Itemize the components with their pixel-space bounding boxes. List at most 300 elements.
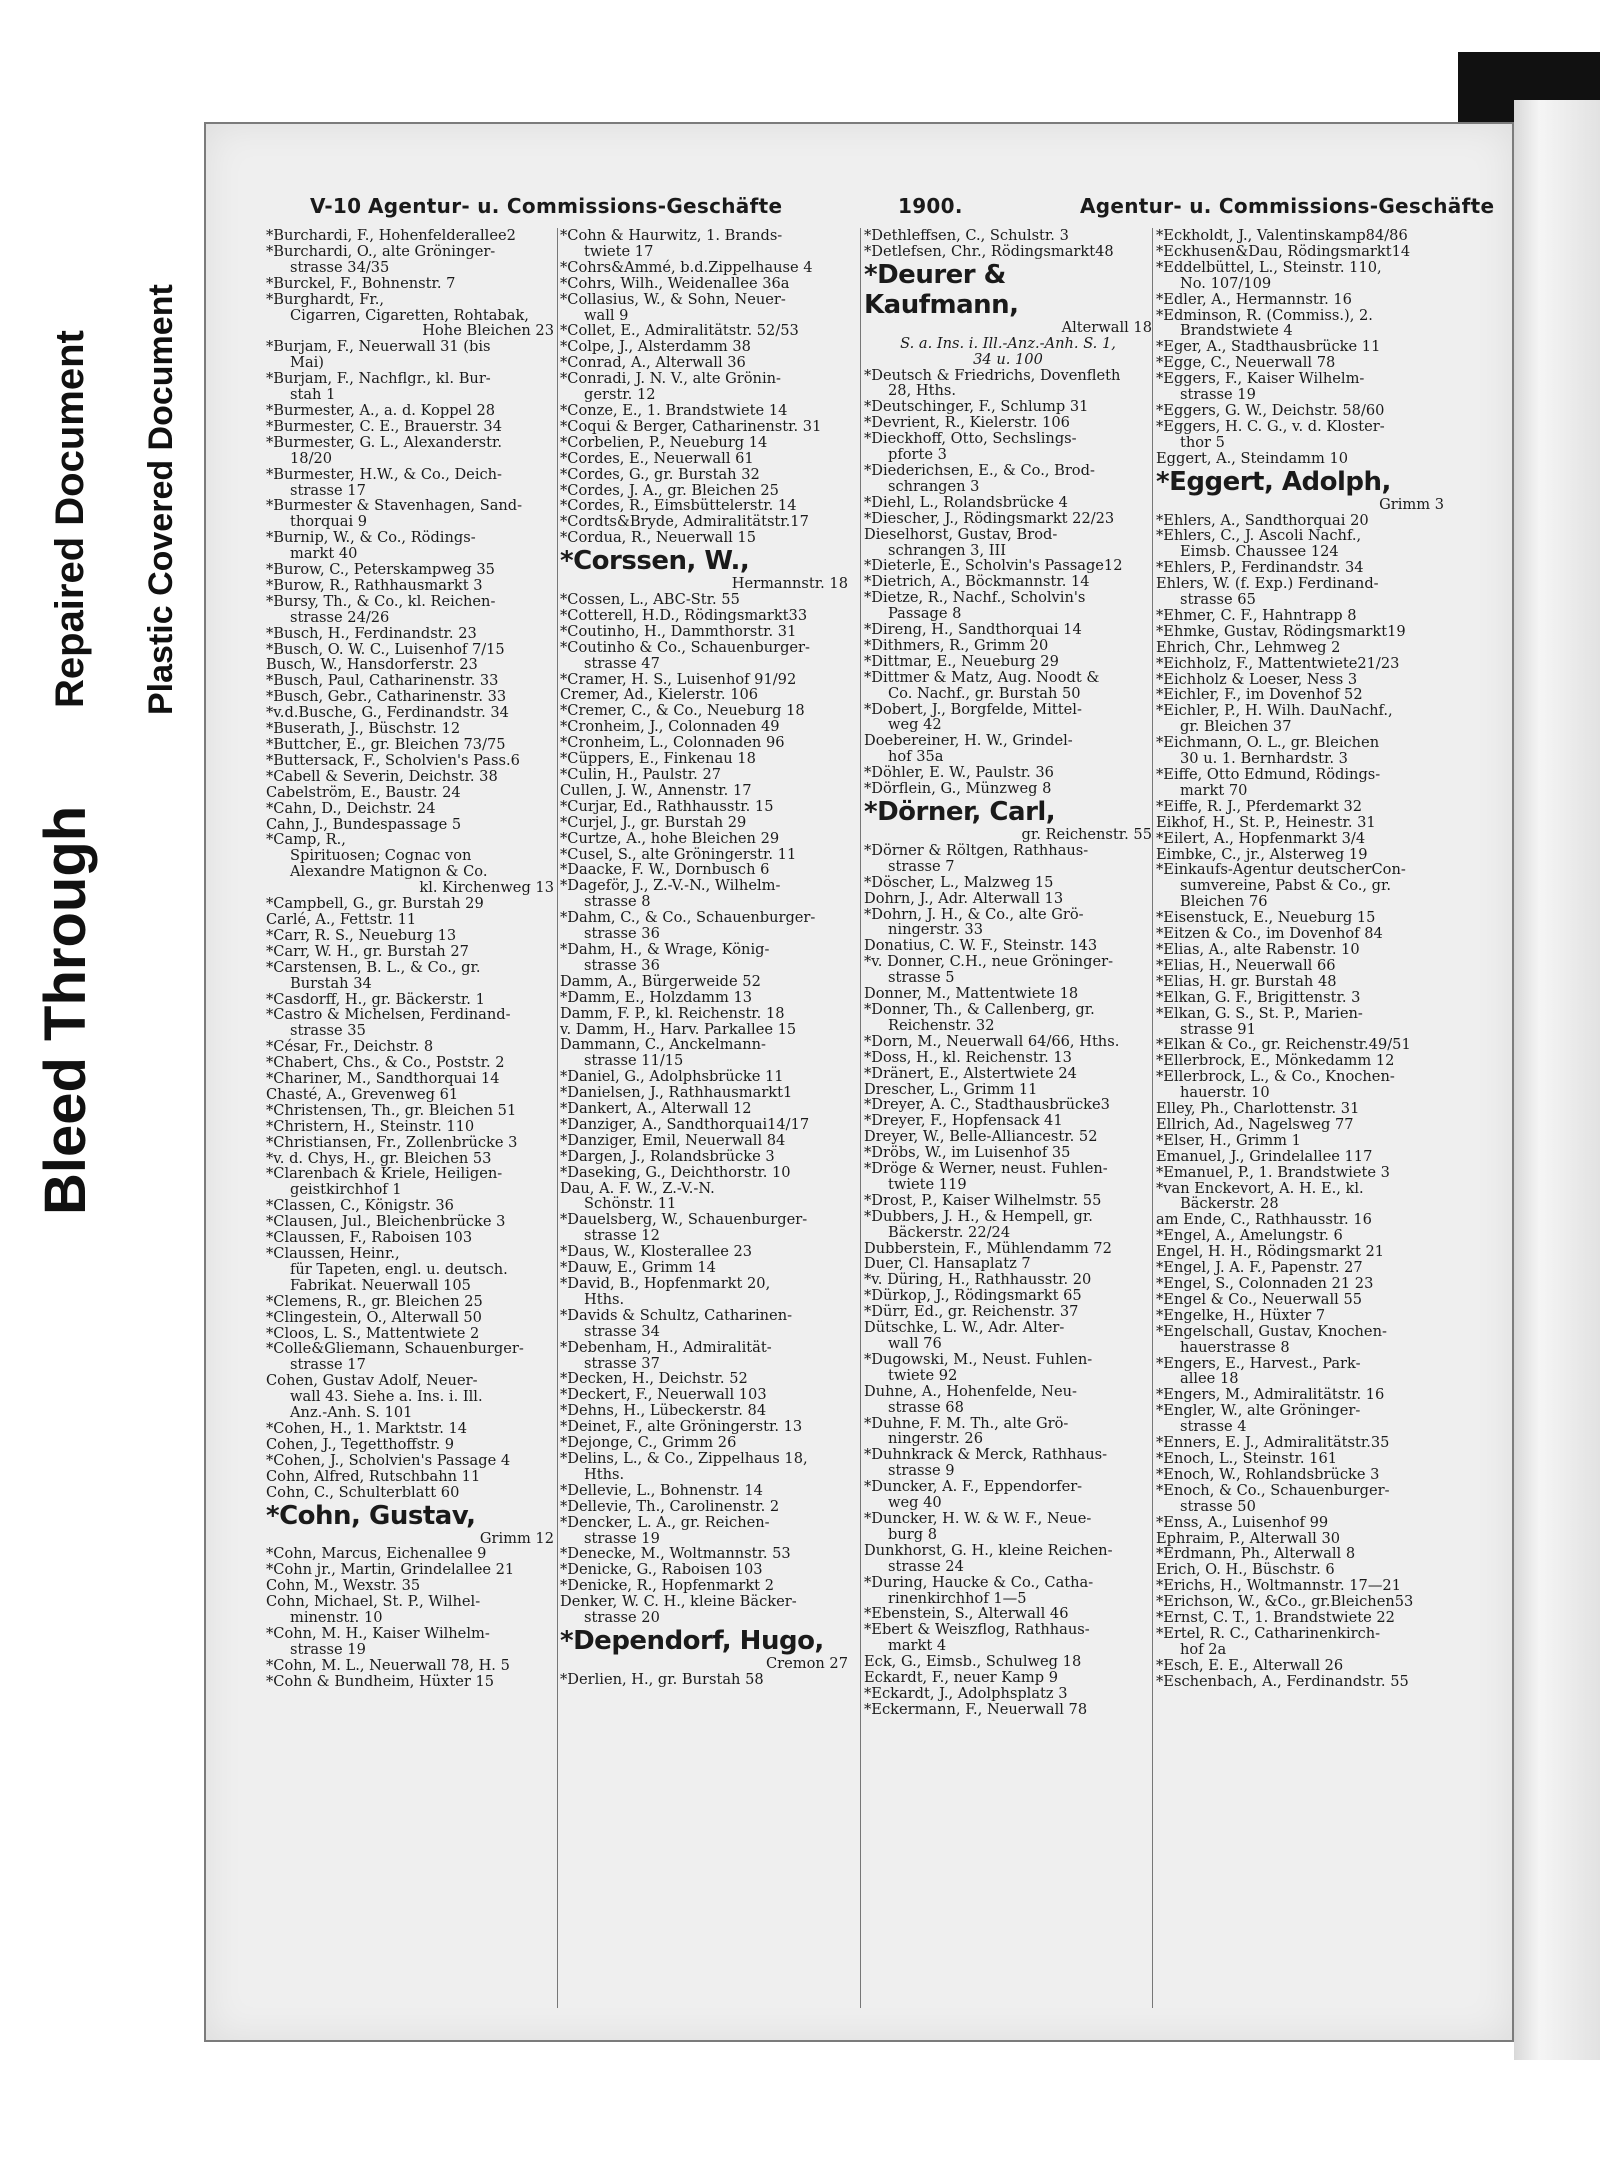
directory-entry: Doebereiner, H. W., Grindel- <box>864 732 1073 750</box>
repaired-document-label: Repaired Document <box>48 330 92 708</box>
directory-entry: *Cramer, H. S., Luisenhof 91/92 <box>560 670 797 688</box>
directory-entry: *Busch, Gebr., Catharinenstr. 33 <box>266 688 507 706</box>
directory-entry: *Eckhusen&Dau, Rödingsmarkt14 <box>1156 242 1411 260</box>
directory-entry: *Döhler, E. W., Paulstr. 36 <box>864 764 1054 782</box>
directory-entry: *Chariner, M., Sandthorquai 14 <box>266 1070 500 1088</box>
directory-entry: *Deutschinger, F., Schlump 31 <box>864 398 1089 416</box>
directory-entry: *Elias, A., alte Rabenstr. 10 <box>1156 940 1360 958</box>
directory-entry: Alexandre Matignon & Co. <box>290 863 488 881</box>
directory-entry: Cohn, M., Wexstr. 35 <box>266 1577 421 1595</box>
directory-entry: Dunkhorst, G. H., kleine Reichen- <box>864 1541 1113 1559</box>
directory-entry: *Ehlers, P., Ferdinandstr. 34 <box>1156 559 1364 577</box>
directory-entry: Duer, Cl. Hansaplatz 7 <box>864 1255 1031 1273</box>
directory-entry: *Damm, E., Holzdamm 13 <box>560 988 753 1006</box>
directory-entry: *Debenham, H., Admiralität- <box>560 1338 772 1356</box>
directory-entry: Eikhof, H., St. P., Heinestr. 31 <box>1156 813 1376 831</box>
directory-entry: *Enoch, W., Rohlandsbrücke 3 <box>1156 1465 1380 1483</box>
directory-entry: *Diederichsen, E., & Co., Brod- <box>864 461 1095 479</box>
directory-entry: *Burmester, C. E., Brauerstr. 34 <box>266 417 502 435</box>
directory-entry: *During, Haucke & Co., Catha- <box>864 1573 1094 1591</box>
directory-entry: *Cohen, H., 1. Marktstr. 14 <box>266 1419 468 1437</box>
directory-entry: *Dethleffsen, C., Schulstr. 3 <box>864 227 1069 244</box>
directory-entry: *Elkan & Co., gr. Reichenstr.49/51 <box>1156 1036 1411 1054</box>
directory-entry: *Doss, H., kl. Reichenstr. 13 <box>864 1048 1072 1066</box>
directory-entry: Emanuel, J., Grindelallee 117 <box>1156 1147 1373 1165</box>
directory-entry: *Cohn & Bundheim, Hüxter 15 <box>266 1672 495 1690</box>
header-right-title: Agentur- u. Commissions-Geschäfte <box>1080 194 1495 218</box>
listing-column-3 <box>864 228 1152 1718</box>
directory-entry: *Dränert, E., Alstertwiete 24 <box>864 1064 1077 1082</box>
directory-entry: *Cohn jr., Martin, Grindelallee 21 <box>266 1561 515 1579</box>
directory-entry: strasse 8 <box>584 893 651 911</box>
directory-entry: *Dauw, E., Grimm 14 <box>560 1259 716 1277</box>
directory-entry: 30 u. 1. Bernhardstr. 3 <box>1180 750 1348 768</box>
directory-entry: *Classen, C., Königstr. 36 <box>266 1197 454 1215</box>
directory-entry: Bäckerstr. 28 <box>1180 1195 1279 1213</box>
directory-entry: *Elkan, G. F., Brigittenstr. 3 <box>1156 988 1361 1006</box>
directory-entry: kl. Kirchenweg 13 <box>419 879 554 897</box>
directory-entry: *Eggers, G. W., Deichstr. 58/60 <box>1156 401 1385 419</box>
directory-entry: *Carr, R. S., Neueburg 13 <box>266 926 457 944</box>
directory-entry: *Dobert, J., Borgfelde, Mittel- <box>864 700 1082 718</box>
directory-entry: *Davids & Schultz, Catharinen- <box>560 1306 793 1324</box>
directory-entry: *Cahn, D., Deichstr. 24 <box>266 799 436 817</box>
directory-entry: strasse 50 <box>1180 1497 1256 1515</box>
directory-entry: *Curjar, Ed., Rathhausstr. 15 <box>560 797 774 815</box>
directory-entry: Cremon 27 <box>765 1654 848 1672</box>
directory-entry: *Cordts&Bryde, Admiralitätstr.17 <box>560 513 809 531</box>
directory-entry: Donner, M., Mattentwiete 18 <box>864 985 1079 1003</box>
directory-entry: *Engel, J. A. F., Papenstr. 27 <box>1156 1259 1363 1277</box>
directory-entry: schrangen 3 <box>888 477 980 495</box>
directory-entry: *Eichholz, F., Mattentwiete21/23 <box>1156 654 1400 672</box>
directory-entry: Denker, W. C. H., kleine Bäcker- <box>560 1593 797 1611</box>
directory-entry: strasse 9 <box>888 1462 955 1480</box>
directory-entry: *Einkaufs-Agentur deutscherCon- <box>1156 861 1406 879</box>
directory-entry: *Elias, H. gr. Burstah 48 <box>1156 972 1337 990</box>
directory-entry: thorquai 9 <box>290 513 368 531</box>
directory-entry: *Engers, M., Admiralitätstr. 16 <box>1156 1386 1385 1404</box>
directory-entry: hof 2a <box>1180 1640 1227 1658</box>
directory-entry: No. 107/109 <box>1180 274 1272 292</box>
directory-entry: *Erichs, H., Woltmannstr. 17—21 <box>1156 1577 1401 1595</box>
directory-entry: Eckardt, F., neuer Kamp 9 <box>864 1669 1058 1687</box>
directory-entry: *Burmester, A., a. d. Koppel 28 <box>266 401 496 419</box>
directory-entry: *Dauelsberg, W., Schauenburger- <box>560 1211 808 1229</box>
directory-entry: *Chabert, Chs., & Co., Poststr. 2 <box>266 1054 505 1072</box>
directory-entry: *Camp, R., <box>266 831 346 849</box>
directory-entry: *Eiffe, R. J., Pferdemarkt 32 <box>1156 797 1363 815</box>
directory-entry: Grimm 3 <box>1379 495 1444 513</box>
listing-column-4 <box>1156 228 1444 1690</box>
directory-entry: *Dittmar, E., Neueburg 29 <box>864 652 1059 670</box>
directory-entry: am Ende, C., Rathhausstr. 16 <box>1156 1211 1372 1229</box>
directory-entry: sumvereine, Pabst & Co., gr. <box>1180 877 1391 895</box>
directory-entry: *Eggers, H. C. G., v. d. Kloster- <box>1156 417 1385 435</box>
directory-entry: *Emanuel, P., 1. Brandstwiete 3 <box>1156 1163 1390 1181</box>
directory-entry: Dohrn, J., Adr. Alterwall 13 <box>864 889 1064 907</box>
directory-entry: *Cohen, J., Scholvien's Passage 4 <box>266 1451 511 1469</box>
directory-entry: *Cüppers, E., Finkenau 18 <box>560 750 756 768</box>
directory-entry: *Clemens, R., gr. Bleichen 25 <box>266 1292 483 1310</box>
directory-entry: strasse 17 <box>290 481 366 499</box>
directory-entry: *Cohn, M. L., Neuerwall 78, H. 5 <box>266 1656 510 1674</box>
directory-entry: *Enss, A., Luisenhof 99 <box>1156 1513 1329 1531</box>
directory-entry: *Eichholz & Loeser, Ness 3 <box>1156 670 1358 688</box>
directory-entry: gr. Reichenstr. 55 <box>1021 826 1152 843</box>
directory-entry: Cullen, J. W., Annenstr. 17 <box>560 781 752 799</box>
directory-entry: schrangen 3, III <box>888 541 1007 559</box>
directory-entry: *Danziger, A., Sandthorquai14/17 <box>560 1115 810 1133</box>
directory-entry: *v. d. Chys, H., gr. Bleichen 53 <box>266 1149 492 1167</box>
directory-entry: *Dürr, Ed., gr. Reichenstr. 37 <box>864 1303 1079 1321</box>
directory-entry: Schönstr. 11 <box>584 1195 677 1213</box>
directory-entry: *Eggers, F., Kaiser Wilhelm- <box>1156 370 1365 388</box>
directory-entry: *Ebert & Weiszflog, Rathhaus- <box>864 1621 1090 1639</box>
directory-entry: *David, B., Hopfenmarkt 20, <box>560 1275 771 1292</box>
directory-entry: *Burchardi, O., alte Gröninger- <box>266 242 496 260</box>
directory-entry: *Eger, A., Stadthausbrücke 11 <box>1156 338 1381 356</box>
directory-entry: minenstr. 10 <box>290 1609 383 1627</box>
directory-entry: strasse 17 <box>290 1356 366 1374</box>
directory-entry: *Carstensen, B. L., & Co., gr. <box>266 958 481 976</box>
directory-entry: Cigarren, Cigaretten, Rohtabak, <box>290 306 529 324</box>
directory-entry: *Ernst, C. T., 1. Brandstwiete 22 <box>1156 1609 1395 1627</box>
directory-entry: stah 1 <box>290 386 336 404</box>
directory-entry: *Ertel, R. C., Catharinenkirch- <box>1156 1624 1381 1642</box>
directory-entry: *Christensen, Th., gr. Bleichen 51 <box>266 1101 517 1119</box>
directory-entry: *Clarenbach & Kriele, Heiligen- <box>266 1165 503 1183</box>
column-divider <box>860 228 861 2008</box>
directory-entry: *Busch, Paul, Catharinenstr. 33 <box>266 672 499 690</box>
directory-entry: rinenkirchhof 1—5 <box>888 1589 1027 1607</box>
directory-entry: Hths. <box>584 1290 625 1308</box>
directory-entry: *Burmester, G. L., Alexanderstr. <box>266 433 503 451</box>
directory-entry: strasse 19 <box>1180 386 1256 404</box>
directory-entry: *v. Donner, C.H., neue Gröninger- <box>864 953 1114 971</box>
directory-entry: *Busch, O. W. C., Luisenhof 7/15 <box>266 640 505 658</box>
directory-entry: hof 35a <box>888 748 944 766</box>
page-right-edge <box>1514 100 1600 2060</box>
directory-entry: Brandstwiete 4 <box>1180 322 1293 340</box>
directory-entry: strasse 24 <box>888 1557 964 1575</box>
directory-entry: *Cordua, R., Neuerwall 15 <box>560 529 757 547</box>
directory-entry: *Diescher, J., Rödingsmarkt 22/23 <box>864 509 1115 527</box>
directory-entry: *César, Fr., Deichstr. 8 <box>266 1038 434 1056</box>
directory-entry: *Burckel, F., Bohnenstr. 7 <box>266 274 456 292</box>
directory-entry: *Burjam, F., Nachflgr., kl. Bur- <box>266 370 491 388</box>
directory-entry: *Cordes, E., Neuerwall 61 <box>560 449 754 467</box>
directory-entry: *Ellerbrock, E., Mönkedamm 12 <box>1156 1052 1395 1070</box>
directory-entry: Busch, W., Hansdorferstr. 23 <box>266 656 478 674</box>
directory-entry: strasse 68 <box>888 1398 964 1416</box>
directory-entry: burg 8 <box>888 1525 937 1543</box>
directory-entry: Hths. <box>584 1465 625 1483</box>
directory-entry: twiete 17 <box>584 242 654 260</box>
directory-entry: *Donner, Th., & Callenberg, gr. <box>864 1000 1095 1018</box>
directory-entry: *Ellerbrock, L., & Co., Knochen- <box>1156 1068 1395 1086</box>
directory-entry: strasse 36 <box>584 925 660 943</box>
directory-entry: weg 40 <box>888 1494 942 1512</box>
directory-entry: *Collasius, W., & Sohn, Neuer- <box>560 290 786 308</box>
directory-entry: *Döscher, L., Malzweg 15 <box>864 873 1054 891</box>
directory-entry: ningerstr. 33 <box>888 921 983 939</box>
directory-entry: *Dreyer, A. C., Stadthausbrücke3 <box>864 1096 1110 1114</box>
directory-entry: *Cabell & Severin, Deichstr. 38 <box>266 767 498 785</box>
directory-entry: Dieselhorst, Gustav, Brod- <box>864 525 1058 543</box>
directory-entry: *Devrient, R., Kielerstr. 106 <box>864 414 1070 432</box>
directory-entry: *Ehmke, Gustav, Rödingsmarkt19 <box>1156 622 1406 640</box>
directory-entry: *Direng, H., Sandthorquai 14 <box>864 621 1082 639</box>
directory-entry: Eimsb. Chaussee 124 <box>1180 543 1339 561</box>
directory-entry: Grimm 12 <box>479 1529 554 1547</box>
directory-entry: *Eschenbach, A., Ferdinandstr. 55 <box>1156 1672 1409 1690</box>
directory-entry: *van Enckevort, A. H. E., kl. <box>1156 1179 1364 1197</box>
directory-entry: Cohn, Alfred, Rutschbahn 11 <box>266 1467 481 1485</box>
directory-entry: *Daniel, G., Adolphsbrücke 11 <box>560 1068 784 1086</box>
directory-entry: *Cordes, G., gr. Burstah 32 <box>560 465 760 483</box>
directory-entry: *Eiffe, Otto Edmund, Rödings- <box>1156 766 1381 783</box>
directory-entry: *Dubbers, J. H., & Hempell, gr. <box>864 1207 1093 1225</box>
directory-entry: twiete 119 <box>888 1175 967 1193</box>
directory-entry: *Colle&Gliemann, Schauenburger- <box>266 1340 524 1358</box>
directory-entry: *Coutinho, H., Dammthorstr. 31 <box>560 622 797 640</box>
directory-entry: *Campbell, G., gr. Burstah 29 <box>266 895 484 913</box>
directory-entry: Cohen, Gustav Adolf, Neuer- <box>266 1372 478 1390</box>
header-left-title: Agentur- u. Commissions-Geschäfte <box>368 194 783 218</box>
page-header <box>310 194 1495 220</box>
directory-entry: *v.d.Busche, G., Ferdinandstr. 34 <box>266 704 509 722</box>
directory-entry: *Dürkop, J., Rödingsmarkt 65 <box>864 1287 1082 1305</box>
directory-entry: *Cohrs, Wilh., Weidenallee 36a <box>560 274 790 292</box>
directory-entry: *Decken, H., Deichstr. 52 <box>560 1370 748 1388</box>
directory-entry: Ehlers, W. (f. Exp.) Ferdinand- <box>1156 575 1379 593</box>
directory-entry: *v. Düring, H., Rathhausstr. 20 <box>864 1271 1092 1289</box>
directory-entry: *Cronheim, L., Colonnaden 96 <box>560 734 785 752</box>
directory-entry: *Denicke, G., Raboisen 103 <box>560 1561 763 1579</box>
directory-entry: *Clausen, Jul., Bleichenbrücke 3 <box>266 1213 506 1231</box>
directory-entry: strasse 65 <box>1180 591 1256 609</box>
directory-entry: *Engelschall, Gustav, Knochen- <box>1156 1322 1387 1340</box>
directory-entry: *Buttcher, E., gr. Bleichen 73/75 <box>266 736 506 753</box>
directory-entry: *Eichler, F., im Dovenhof 52 <box>1156 686 1363 704</box>
featured-entry: *Dependorf, Hugo, <box>560 1625 824 1656</box>
directory-entry: *Duhne, F. M. Th., alte Grö- <box>864 1414 1069 1432</box>
header-year: 1900. <box>898 194 963 218</box>
directory-entry: Cahn, J., Bundespassage 5 <box>266 815 462 833</box>
directory-entry: *Dugowski, M., Neust. Fuhlen- <box>864 1350 1093 1368</box>
directory-entry: *Esch, E. E., Alterwall 26 <box>1156 1656 1344 1674</box>
directory-entry: *Detlefsen, Chr., Rödingsmarkt48 <box>864 242 1114 260</box>
directory-entry: *Dröbs, W., im Luisenhof 35 <box>864 1144 1071 1162</box>
directory-entry: *Burnip, W., & Co., Rödings- <box>266 529 476 547</box>
directory-entry: *Burow, R., Rathhausmarkt 3 <box>266 576 483 594</box>
directory-entry: *Egge, C., Neuerwall 78 <box>1156 354 1336 372</box>
directory-entry: Cremer, Ad., Kielerstr. 106 <box>560 686 759 704</box>
directory-entry: *Derlien, H., gr. Burstah 58 <box>560 1670 764 1688</box>
directory-entry: *Coutinho & Co., Schauenburger- <box>560 638 810 656</box>
directory-entry: strasse 4 <box>1180 1418 1247 1436</box>
directory-entry: *Dehns, H., Lübeckerstr. 84 <box>560 1402 767 1420</box>
directory-entry: *Edler, A., Hermannstr. 16 <box>1156 290 1352 308</box>
directory-entry: Elley, Ph., Charlottenstr. 31 <box>1156 1100 1360 1118</box>
directory-entry: *Eisenstuck, E., Neueburg 15 <box>1156 909 1376 927</box>
directory-entry: Dau, A. F. W., Z.-V.-N. <box>560 1179 715 1197</box>
directory-entry: *Daus, W., Klosterallee 23 <box>560 1243 753 1261</box>
directory-entry: *Ehlers, C., J. Ascoli Nachf., <box>1156 527 1362 545</box>
directory-entry: allee 18 <box>1180 1370 1239 1388</box>
directory-entry: *Dejonge, C., Grimm 26 <box>560 1434 737 1452</box>
directory-page <box>204 122 1514 2042</box>
directory-entry: *Dellevie, L., Bohnenstr. 14 <box>560 1481 763 1499</box>
directory-entry: Hohe Bleichen 23 <box>422 322 554 340</box>
directory-entry: *Cronheim, J., Colonnaden 49 <box>560 718 780 736</box>
directory-entry: Dubberstein, F., Mühlendamm 72 <box>864 1239 1112 1257</box>
directory-entry: *Duncker, A. F., Eppendorfer- <box>864 1478 1083 1496</box>
directory-entry: *Eckermann, F., Neuerwall 78 <box>864 1700 1088 1718</box>
directory-entry: *Cloos, L. S., Mattentwiete 2 <box>266 1324 480 1342</box>
directory-entry: *Conze, E., 1. Brandstwiete 14 <box>560 401 788 419</box>
directory-entry: *Dencker, L. A., gr. Reichen- <box>560 1513 770 1531</box>
directory-entry: strasse 19 <box>584 1529 660 1547</box>
directory-entry: *Burghardt, Fr., <box>266 290 385 308</box>
directory-entry: *Curtze, A., hohe Bleichen 29 <box>560 829 780 847</box>
directory-entry: Eimbke, C., jr., Alsterweg 19 <box>1156 845 1368 863</box>
directory-entry: *Dahm, C., & Co., Schauenburger- <box>560 909 816 927</box>
directory-entry: Cabelström, E., Baustr. 24 <box>266 783 461 801</box>
directory-entry: *Denecke, M., Woltmannstr. 53 <box>560 1545 791 1563</box>
directory-entry: *Cremer, C., & Co., Neueburg 18 <box>560 702 805 720</box>
directory-entry: *Daacke, F. W., Dornbusch 6 <box>560 861 770 879</box>
directory-entry: *Buserath, J., Büschstr. 12 <box>266 720 461 738</box>
directory-entry: Dütschke, L. W., Adr. Alter- <box>864 1319 1065 1337</box>
directory-entry: strasse 91 <box>1180 1020 1256 1038</box>
directory-entry: gr. Bleichen 37 <box>1180 718 1292 736</box>
directory-entry: Burstah 34 <box>290 974 372 992</box>
featured-entry: *Deurer & Kaufmann, <box>864 259 1019 320</box>
directory-entry: *Engel, S., Colonnaden 21 23 <box>1156 1275 1374 1292</box>
directory-entry: *Carr, W. H., gr. Burstah 27 <box>266 942 469 960</box>
directory-entry: Eggert, A., Steindamm 10 <box>1156 449 1349 467</box>
directory-entry: *Cohrs&Ammé, b.d.Zippelhause 4 <box>560 258 813 276</box>
directory-entry: Cohn, C., Schulterblatt 60 <box>266 1483 460 1501</box>
directory-entry: *Cohn, Marcus, Eichenallee 9 <box>266 1545 487 1563</box>
directory-entry: *Edminson, R. (Commiss.), 2. <box>1156 306 1373 324</box>
directory-entry: *Conrad, A., Alterwall 36 <box>560 354 746 372</box>
directory-entry: *Eichler, P., H. Wilh. DauNachf., <box>1156 702 1393 720</box>
listing-column-1 <box>266 228 554 1690</box>
directory-entry: S. a. Ins. i. Ill.-Anz.-Anh. S. 1, <box>900 334 1116 352</box>
directory-entry: *Dageför, J., Z.-V.-N., Wilhelm- <box>560 877 781 895</box>
directory-entry: *Cotterell, H.D., Rödingsmarkt33 <box>560 606 808 624</box>
directory-entry: strasse 34 <box>584 1322 660 1340</box>
directory-entry: für Tapeten, engl. u. deutsch. <box>290 1260 508 1278</box>
directory-entry: strasse 37 <box>584 1354 660 1372</box>
directory-entry: strasse 19 <box>290 1640 366 1658</box>
directory-entry: *Buttersack, F., Scholvien's Pass.6 <box>266 751 520 769</box>
directory-entry: Chasté, A., Grevenweg 61 <box>266 1085 459 1103</box>
directory-entry: *Curjel, J., gr. Burstah 29 <box>560 813 747 831</box>
directory-entry: Drescher, L., Grimm 11 <box>864 1080 1038 1098</box>
directory-entry: Ephraim, P., Alterwall 30 <box>1156 1529 1341 1547</box>
directory-entry: *Engers, E., Harvest., Park- <box>1156 1354 1361 1372</box>
directory-entry: *Enoch, L., Steinstr. 161 <box>1156 1449 1338 1467</box>
directory-entry: strasse 12 <box>584 1227 660 1245</box>
directory-entry: *Deutsch & Friedrichs, Dovenfleth <box>864 366 1121 384</box>
directory-entry: Anz.-Anh. S. 101 <box>290 1404 413 1422</box>
directory-entry: *Cohn & Haurwitz, 1. Brands- <box>560 227 783 244</box>
directory-entry: Cohn, Michael, St. P., Wilhel- <box>266 1593 481 1611</box>
directory-entry: *Daseking, G., Deichthorstr. 10 <box>560 1163 791 1181</box>
directory-entry: strasse 34/35 <box>290 258 390 276</box>
directory-entry: Co. Nachf., gr. Burstah 50 <box>888 684 1081 702</box>
directory-entry: *Engelke, H., Hüxter 7 <box>1156 1306 1326 1324</box>
directory-entry: hauerstr. 10 <box>1180 1084 1270 1102</box>
directory-entry: *Diehl, L., Rolandsbrücke 4 <box>864 493 1068 511</box>
directory-entry: Hermannstr. 18 <box>731 575 848 593</box>
directory-entry: *Enoch, & Co., Schauenburger- <box>1156 1481 1390 1499</box>
directory-entry: strasse 5 <box>888 969 955 987</box>
directory-entry: markt 40 <box>290 545 358 563</box>
directory-entry: Donatius, C. W. F., Steinstr. 143 <box>864 937 1098 955</box>
directory-entry: *Elias, H., Neuerwall 66 <box>1156 956 1336 974</box>
directory-entry: *Dorn, M., Neuerwall 64/66, Hths. <box>864 1032 1120 1050</box>
directory-entry: gerstr. 12 <box>584 386 656 404</box>
directory-entry: *Christern, H., Steinstr. 110 <box>266 1117 475 1135</box>
directory-entry: *Cordes, R., Eimsbüttelerstr. 14 <box>560 497 797 515</box>
directory-entry: strasse 36 <box>584 956 660 974</box>
directory-entry: *Dieterle, E., Scholvin's Passage12 <box>864 557 1123 575</box>
directory-entry: strasse 24/26 <box>290 608 390 626</box>
directory-entry: *Corbelien, P., Neueburg 14 <box>560 433 768 451</box>
directory-entry: *Dörflein, G., Münzweg 8 <box>864 780 1052 798</box>
directory-entry: *Ebenstein, S., Alterwall 46 <box>864 1605 1069 1623</box>
directory-entry: *Elkan, G. S., St. P., Marien- <box>1156 1004 1363 1022</box>
directory-entry: *Dohrn, J. H., & Co., alte Grö- <box>864 905 1084 923</box>
directory-entry: *Culin, H., Paulstr. 27 <box>560 766 722 783</box>
directory-entry: *Dieckhoff, Otto, Sechslings- <box>864 430 1077 448</box>
directory-entry: *Claussen, Heinr., <box>266 1245 400 1262</box>
directory-entry: *Conradi, J. N. V., alte Grönin- <box>560 370 781 388</box>
directory-entry: *Busch, H., Ferdinandstr. 23 <box>266 624 477 642</box>
directory-entry: *Ehlers, A., Sandthorquai 20 <box>1156 511 1369 529</box>
directory-entry: Dammann, C., Anckelmann- <box>560 1036 766 1054</box>
directory-entry: *Casdorff, H., gr. Bäckerstr. 1 <box>266 990 485 1008</box>
directory-entry: Eck, G., Eimsb., Schulweg 18 <box>864 1653 1082 1671</box>
directory-entry: thor 5 <box>1180 433 1225 451</box>
directory-entry: *Eckholdt, J., Valentinskamp84/86 <box>1156 227 1408 244</box>
directory-entry: *Eichmann, O. L., gr. Bleichen <box>1156 734 1380 752</box>
directory-entry: *Ehmer, C. F., Hahntrapp 8 <box>1156 606 1357 624</box>
directory-entry: v. Damm, H., Harv. Parkallee 15 <box>560 1020 797 1038</box>
directory-entry: *Danziger, Emil, Neuerwall 84 <box>560 1131 786 1149</box>
featured-entry: *Dörner, Carl, <box>864 797 1056 827</box>
directory-entry: strasse 11/15 <box>584 1052 684 1070</box>
directory-entry: hauerstrasse 8 <box>1180 1338 1290 1356</box>
directory-entry: *Delins, L., & Co., Zippelhaus 18, <box>560 1449 808 1467</box>
directory-entry: Fabrikat. Neuerwall 105 <box>290 1276 471 1294</box>
directory-entry: *Eddelbüttel, L., Steinstr. 110, <box>1156 258 1382 276</box>
directory-entry: *Burmester & Stavenhagen, Sand- <box>266 497 523 515</box>
directory-entry: Engel, H. H., Rödingsmarkt 21 <box>1156 1243 1385 1261</box>
directory-entry: 34 u. 100 <box>973 350 1043 368</box>
directory-entry: *Deckert, F., Neuerwall 103 <box>560 1386 767 1404</box>
page-number: V-10 <box>310 194 362 218</box>
featured-entry: *Corssen, W., <box>560 546 750 577</box>
directory-entry: *Dietze, R., Nachf., Scholvin's <box>864 589 1086 607</box>
directory-entry: Passage 8 <box>888 605 962 623</box>
directory-entry: *Danielsen, J., Rathhausmarkt1 <box>560 1084 793 1102</box>
